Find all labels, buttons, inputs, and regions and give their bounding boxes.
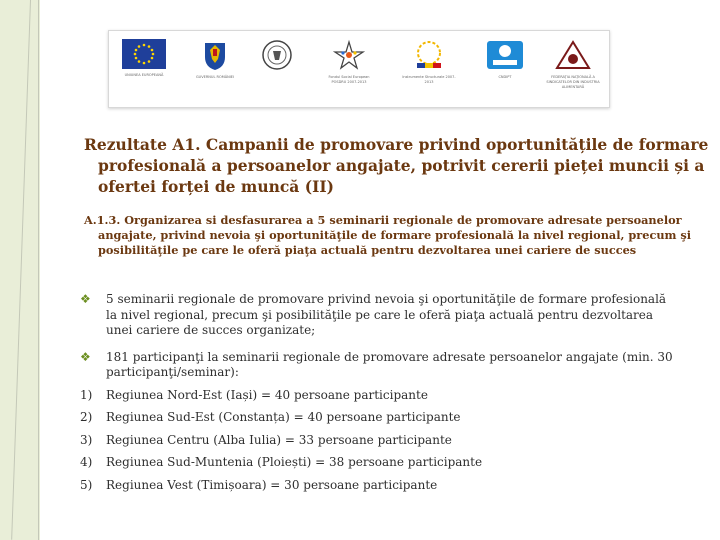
- diamond-bullet-icon: ❖: [80, 349, 91, 364]
- coat-of-arms-icon: [201, 39, 229, 71]
- list-item: [80, 410, 680, 426]
- list-item-text: 5 seminarii regionale de promovare privind nevoia şi oportunităţile de formare profesională la nivel regional, precum şi posibilităţile pe care le oferă piaţa actuală pentru dezvoltarea unei cariere de succes organizate;: [106, 292, 667, 337]
- fse-logo: [321, 39, 377, 85]
- logo-caption: Fondul Social European POSDRU 2007-2013: [328, 75, 370, 84]
- star-icon: [329, 39, 369, 71]
- diamond-bullet-icon: ❖: [80, 292, 91, 306]
- list-number: 1): [80, 387, 93, 402]
- list-item: [80, 433, 680, 449]
- background-line: [38, 0, 39, 540]
- section-subtitle: A.1.3. Organizarea si desfasurarea a 5 seminarii regionale de promovare adresate persoanelor angajate, privind nevoia şi oportunităţile de formare profesională la nivel regional, precum şi posibilităţile pe care le oferă piaţa actuală pentru dezvoltarea unei cariere de succes: [84, 213, 692, 257]
- logo-caption: Instrumente Structurale 2007-2013: [402, 75, 456, 84]
- logo-caption: FEDERAŢIA NAŢIONALĂ A SINDICATELOR DIN INDUSTRIA ALIMENTARĂ: [546, 75, 600, 89]
- romania-coat-of-arms-logo: [195, 39, 235, 80]
- results-list: [80, 292, 680, 493]
- logo-caption: UNIUNEA EUROPEANĂ: [124, 73, 164, 77]
- list-item-text: Regiunea Sud-Muntenia (Ploiești) = 38 persoane participante: [106, 455, 483, 469]
- list-number: 4): [80, 455, 93, 469]
- list-number: 2): [80, 410, 93, 424]
- cndipt-icon: [485, 39, 525, 71]
- list-item-text: 181 participanţi la seminarii regionale de promovare adresate persoanelor angajate (min. 30 participanţi/seminar):: [106, 349, 673, 379]
- logo-bar: [108, 30, 610, 108]
- eu-flag-logo: [119, 39, 169, 78]
- stars-icon: [409, 39, 449, 71]
- list-item-text: Regiunea Sud-Est (Constanța) = 40 persoane participante: [106, 410, 461, 424]
- list-item-text: Regiunea Vest (Timișoara) = 30 persoane participante: [106, 477, 438, 492]
- instrumente-structurale-logo: [401, 39, 457, 85]
- eu-flag-icon: [122, 39, 166, 69]
- page-title: Rezultate A1. Campanii de promovare privind oportunitățile de formare profesională a persoanelor angajate, potrivit cererii pieței muncii și a ofertei forței de muncă (II): [84, 135, 709, 196]
- list-item-text: Regiunea Centru (Alba Iulia) = 33 persoane participante: [106, 432, 452, 447]
- logo-caption: GUVERNUL ROMÂNIEI: [195, 75, 235, 79]
- federatia-icon: [553, 39, 593, 71]
- ministry-seal-logo: [259, 39, 295, 75]
- list-item: [80, 350, 680, 381]
- list-item: [80, 388, 680, 404]
- cndipt-logo: [483, 39, 527, 80]
- logo-caption: CNDIPT: [498, 75, 512, 79]
- list-number: 3): [80, 432, 93, 447]
- list-item: [80, 478, 680, 494]
- seal-icon: [261, 39, 293, 71]
- list-number: 5): [80, 477, 93, 492]
- list-item: [80, 292, 680, 339]
- list-item: [80, 455, 680, 471]
- list-item-text: Regiunea Nord-Est (Iași) = 40 persoane participante: [106, 387, 428, 402]
- federatia-logo: [541, 39, 605, 90]
